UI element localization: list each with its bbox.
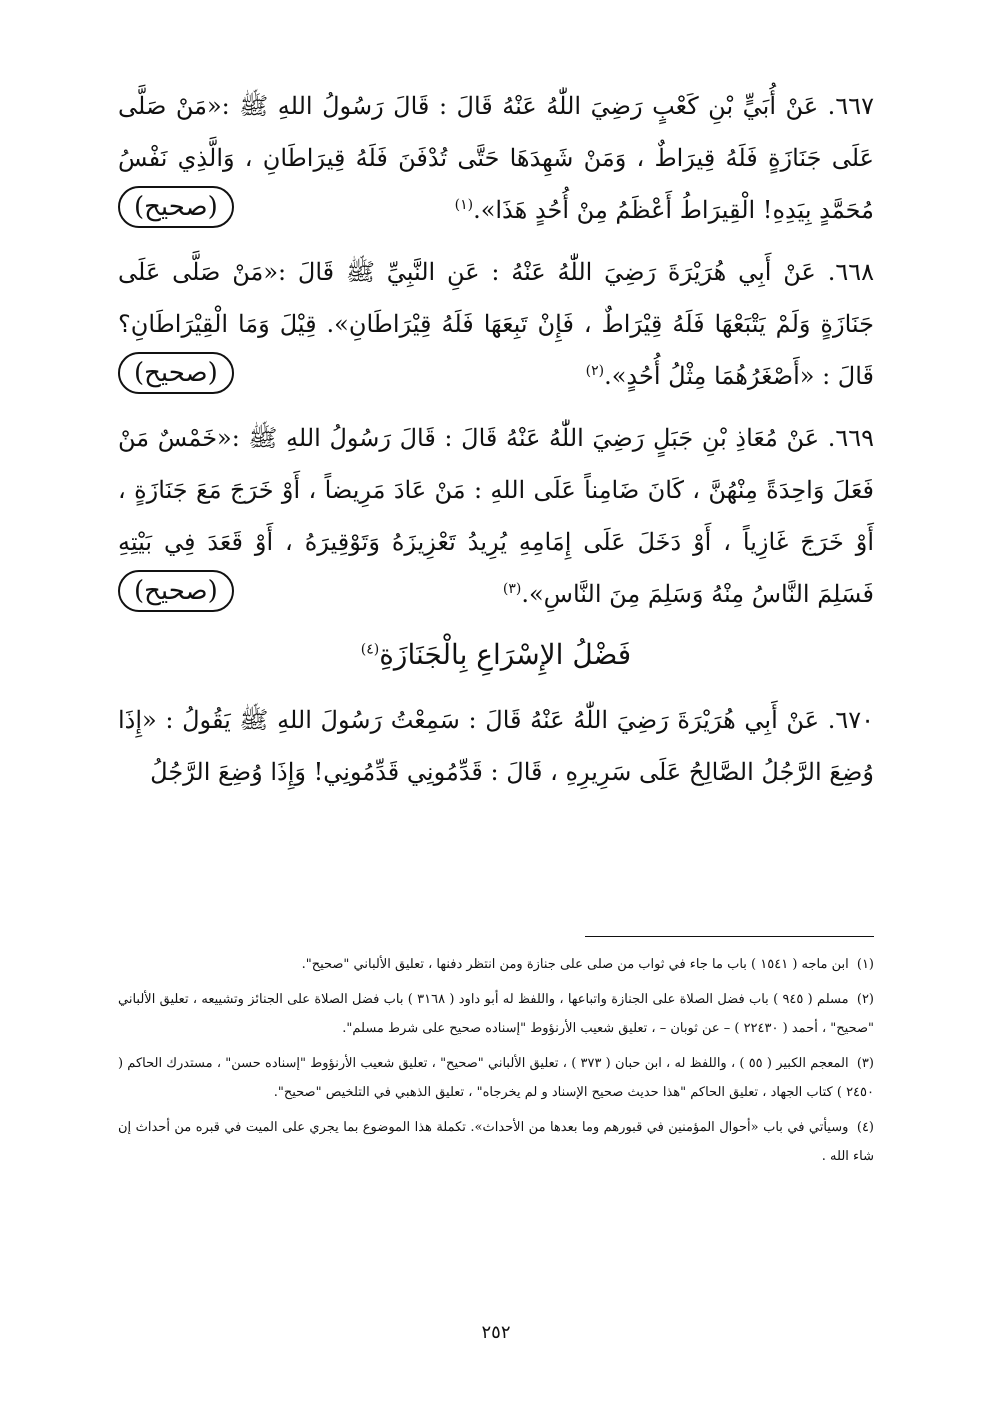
- footnote-2: [118, 985, 874, 1043]
- footnote-number: (٢): [856, 992, 874, 1007]
- footnote-ref: (٣): [502, 581, 522, 597]
- hadith-number: ٦٦٨.: [827, 258, 874, 286]
- footnote-number: (١): [856, 957, 874, 972]
- grade-badge: (صحيح): [118, 570, 234, 612]
- hadith-body: عَنْ أَبِي هُرَيْرَةَ رَضِيَ اللّٰهُ عَنْهُ قَالَ : سَمِعْتُ رَسُولَ اللهِ ﷺ يَقُولُ : «إِذَا وُضِعَ الرَّجُلُ الصَّالِحُ عَلَى سَرِيرِهِ ، قَالَ : قَدِّمُونِي قَدِّمُونِي! وَإِذَا وُضِعَ الرَّجُلُ: [118, 706, 874, 786]
- footnotes: [118, 950, 874, 1177]
- footnote-text: وسيأتي في باب «أحوال المؤمنين في قبورهم وما بعدها من الأحداث». تكملة هذا الموضوع بما يجري على الميت في قبره من أحداث إن شاء الله .: [118, 1120, 874, 1164]
- section-title: فَضْلُ الإِسْرَاعِ بِالْجَنَازَةِ: [379, 638, 632, 671]
- hadith-667: [118, 80, 874, 236]
- footnote-ref: (١): [454, 197, 474, 213]
- footnote-3: [118, 1049, 874, 1107]
- footnote-text: المعجم الكبير ( ٥٥ ) ، واللفظ له ، ابن حبان ( ٣٧٣ ) ، تعليق الألباني "صحيح" ، تعليق شعيب الأرنؤوط "إسناده حسن" ، مستدرك الحاكم ( ٢٤٥٠ ) كتاب الجهاد ، تعليق الحاكم "هذا حديث صحيح الإسناد و لم يخرجاه" ، تعليق الذهبي في التلخيص "صحيح".: [118, 1056, 874, 1100]
- footnote-ref: (٢): [585, 363, 605, 379]
- footnote-ref: (٤): [360, 641, 380, 658]
- hadith-668: [118, 246, 874, 402]
- hadith-670: [118, 694, 874, 798]
- footnote-1: [118, 950, 874, 979]
- footnote-number: (٣): [856, 1056, 874, 1071]
- hadith-number: ٦٦٩.: [827, 424, 874, 452]
- hadith-body: عَنْ أَبِي هُرَيْرَةَ رَضِيَ اللّٰهُ عَنْهُ : عَنِ النَّبِيِّ ﷺ قَالَ :«مَنْ صَلَّى عَلَى جَنَازَةٍ وَلَمْ يَتْبَعْهَا فَلَهُ قِيْرَاطٌ ، فَإِنْ تَبِعَهَا فَلَهُ قِيْرَاطَانِ». قِيْلَ وَمَا الْقِيْرَاطَانِ؟ قَالَ : «أَصْغَرُهُمَا مِثْلُ أُحُدٍ».: [118, 258, 874, 390]
- footnote-divider: [585, 936, 874, 937]
- hadith-number: ٦٧٠.: [827, 706, 874, 734]
- hadith-body: عَنْ أُبَيٍّ بْنِ كَعْبٍ رَضِيَ اللّٰهُ عَنْهُ قَالَ : قَالَ رَسُولُ اللهِ ﷺ :«مَنْ صَلَّى عَلَى جَنَازَةٍ فَلَهُ قِيرَاطٌ ، وَمَنْ شَهِدَهَا حَتَّى تُدْفَنَ فَلَهُ قِيرَاطَانِ ، وَالَّذِي نَفْسُ مُحَمَّدٍ بِيَدِهِ! الْقِيرَاطُ أَعْظَمُ مِنْ أُحُدٍ هَذَا».: [118, 92, 874, 224]
- footnote-number: (٤): [856, 1120, 874, 1135]
- footnote-4: [118, 1113, 874, 1171]
- main-text: [118, 80, 874, 808]
- page-number: ٢٥٢: [481, 1322, 511, 1343]
- hadith-number: ٦٦٧.: [827, 92, 874, 120]
- hadith-669: [118, 412, 874, 620]
- section-heading: [118, 630, 874, 680]
- hadith-body: عَنْ مُعَاذِ بْنِ جَبَلٍ رَضِيَ اللّٰهُ عَنْهُ قَالَ : قَالَ رَسُولُ اللهِ ﷺ :«خَمْسٌ مَنْ فَعَلَ وَاحِدَةً مِنْهُنَّ ، كَانَ ضَامِناً عَلَى اللهِ : مَنْ عَادَ مَرِيضاً ، أَوْ خَرَجَ مَعَ جَنَازَةٍ ، أَوْ خَرَجَ غَازِياً ، أَوْ دَخَلَ عَلَى إِمَامِهِ يُرِيدُ تَعْزِيزَهُ وَتَوْقِيرَهُ ، أَوْ قَعَدَ فِي بَيْتِهِ فَسَلِمَ النَّاسُ مِنْهُ وَسَلِمَ مِنَ النَّاسِ».: [118, 424, 874, 608]
- grade-badge: (صحيح): [118, 352, 234, 394]
- grade-badge: (صحيح): [118, 186, 234, 228]
- footnote-text: ابن ماجه ( ١٥٤١ ) باب ما جاء في ثواب من صلى على جنازة ومن انتظر دفنها ، تعليق الألباني "صحيح".: [301, 957, 849, 972]
- footnote-text: مسلم ( ٩٤٥ ) باب فضل الصلاة على الجنازة واتباعها ، واللفظ له أبو داود ( ٣١٦٨ ) باب فضل الصلاة على الجنائز وتشييعه ، تعليق الألباني "صحيح" ، أحمد ( ٢٢٤٣٠ ) – عن ثوبان – ، تعليق شعيب الأرنؤوط "إسناده صحيح على شرط مسلم".: [118, 992, 874, 1036]
